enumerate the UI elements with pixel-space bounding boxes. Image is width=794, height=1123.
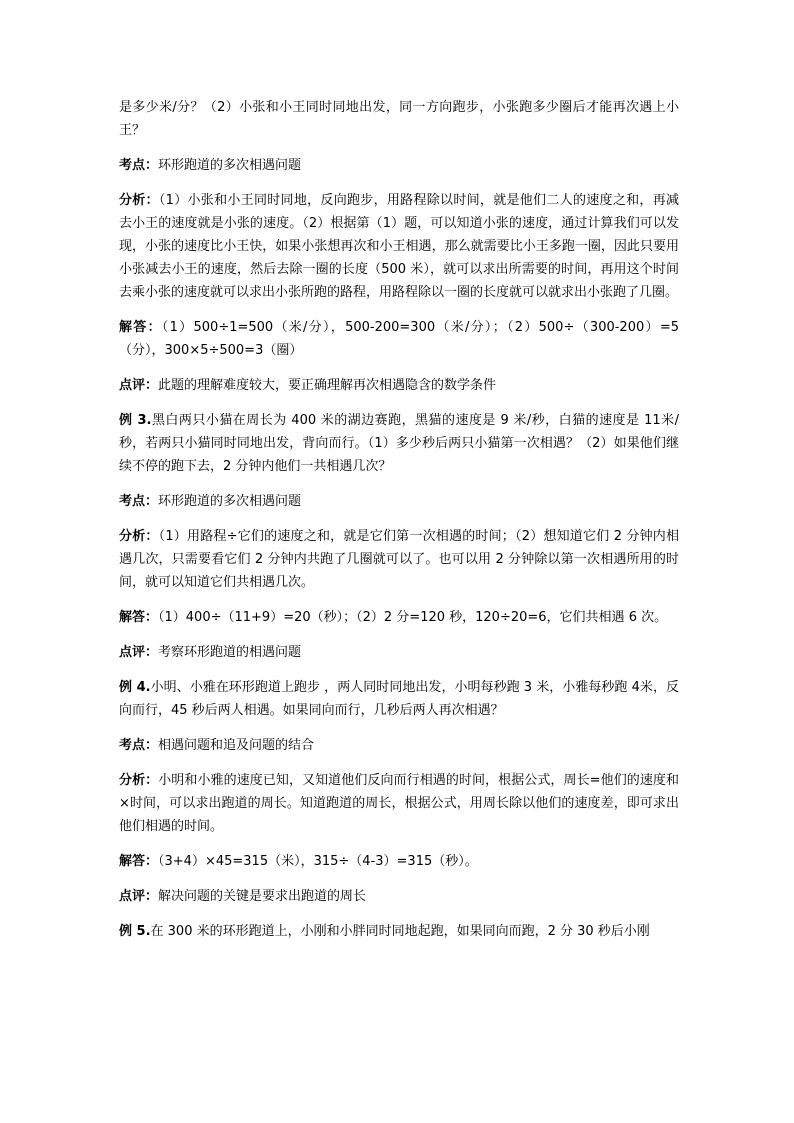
- paragraph-label: 解答：: [119, 610, 159, 625]
- paragraph-label: 例 4.: [119, 680, 151, 695]
- paragraph-label: 分析：: [119, 529, 159, 544]
- paragraph-label: 考点：: [119, 738, 159, 753]
- paragraph-text: 环形跑道的多次相遇问题: [158, 494, 302, 509]
- paragraph-dianping: [119, 374, 679, 397]
- paragraph-dianping: [119, 885, 679, 908]
- paragraph-example-3: [119, 409, 679, 478]
- paragraph-label: 考点：: [119, 158, 159, 173]
- paragraph-fenxi: [119, 525, 679, 594]
- paragraph-text: 相遇问题和追及问题的结合: [158, 738, 315, 753]
- paragraph-question-continuation: [119, 96, 679, 142]
- paragraph-label: 点评：: [119, 889, 159, 904]
- paragraph-text: 在 300 米的环形跑道上，小刚和小胖同时同地起跑，如果同向而跑，2 分 30 秒后小刚: [150, 924, 650, 939]
- paragraph-label: 例 3.: [119, 413, 152, 428]
- paragraph-text: （1）小张和小王同时同地，反向跑步，用路程除以时间，就是他们二人的速度之和，再减去小王的速度就是小张的速度。（2）根据第（1）题，可以知道小张的速度，通过计算我们可以发现，小张的速度比小王快，如果小张想再次和小王相遇，那么就需要比小王多跑一圈，因此只要用小张减去小王的速度，然后去除一圈的长度（500 米），就可以求出所需要的时间，再用这个时间去乘小张的速度就可以求出小张所跑的路程，用路程除以一圈的长度就可以就求出小张跑了几圈。: [119, 193, 679, 300]
- paragraph-label: 解答：: [119, 854, 159, 869]
- paragraph-kaodian: [119, 490, 679, 513]
- paragraph-example-5: [119, 920, 679, 943]
- paragraph-text: （1）用路程÷它们的速度之和，就是它们第一次相遇的时间；（2）想知道它们 2 分钟内相遇几次，只需要看它们 2 分钟内共跑了几圈就可以了。也可以用 2 分钟除以第一次相遇所用的时间，就可以知道它们共相遇几次。: [119, 529, 679, 590]
- paragraph-kaodian: [119, 154, 679, 177]
- paragraph-label: 分析：: [119, 193, 159, 208]
- paragraph-text: 是多少米/分？（2）小张和小王同时同地出发，同一方向跑步，小张跑多少圈后才能再次遇上小王？: [119, 100, 679, 138]
- paragraph-label: 分析：: [119, 773, 159, 788]
- paragraph-example-4: [119, 676, 679, 722]
- paragraph-text: （1）400÷（11+9）=20（秒）；（2）2 分=120 秒，120÷20=6，它们共相遇 6 次。: [158, 610, 668, 625]
- paragraph-label: 考点：: [119, 494, 159, 509]
- paragraph-text: （3+4）×45=315（米），315÷（4-3）=315（秒）。: [158, 854, 478, 869]
- paragraph-label: 例 5.: [119, 924, 151, 939]
- paragraph-text: 黑白两只小猫在周长为 400 米的湖边赛跑，黑猫的速度是 9 米/秒，白猫的速度是 11米/秒，若两只小猫同时同地出发，背向而行。（1）多少秒后两只小猫第一次相遇？（2）如果他们继续不停的跑下去，2 分钟内他们一共相遇几次？: [119, 413, 679, 474]
- paragraph-kaodian: [119, 734, 679, 757]
- paragraph-text: （1）500÷1=500（米/分），500-200=300（米/分）；（2）500÷（300-200）=5（分），300×5÷500=3（圈）: [119, 320, 679, 358]
- paragraph-label: 解答：: [119, 320, 162, 335]
- paragraph-fenxi: [119, 769, 679, 838]
- paragraph-text: 考察环形跑道的相遇问题: [158, 645, 302, 660]
- paragraph-fenxi: [119, 189, 679, 304]
- paragraph-label: 点评：: [119, 645, 159, 660]
- paragraph-jieda: [119, 316, 679, 362]
- paragraph-text: 环形跑道的多次相遇问题: [158, 158, 302, 173]
- paragraph-text: 解决问题的关键是要求出跑道的周长: [158, 889, 367, 904]
- paragraph-label: 点评：: [119, 378, 159, 393]
- paragraph-jieda: [119, 606, 679, 629]
- paragraph-text: 小明和小雅的速度已知，又知道他们反向而行相遇的时间，根据公式，周长=他们的速度和×时间，可以求出跑道的周长。知道跑道的周长，根据公式，用周长除以他们的速度差，即可求出他们相遇的时间。: [119, 773, 679, 834]
- document-body: [119, 96, 679, 943]
- paragraph-text: 小明、小雅在环形跑道上跑步 ，两人同时同地出发，小明每秒跑 3 米，小雅每秒跑 4米，反向而行，45 秒后两人相遇。如果同向而行，几秒后两人再次相遇？: [119, 680, 679, 718]
- paragraph-dianping: [119, 641, 679, 664]
- paragraph-text: 此题的理解难度较大，要正确理解再次相遇隐含的数学条件: [158, 378, 497, 393]
- paragraph-jieda: [119, 850, 679, 873]
